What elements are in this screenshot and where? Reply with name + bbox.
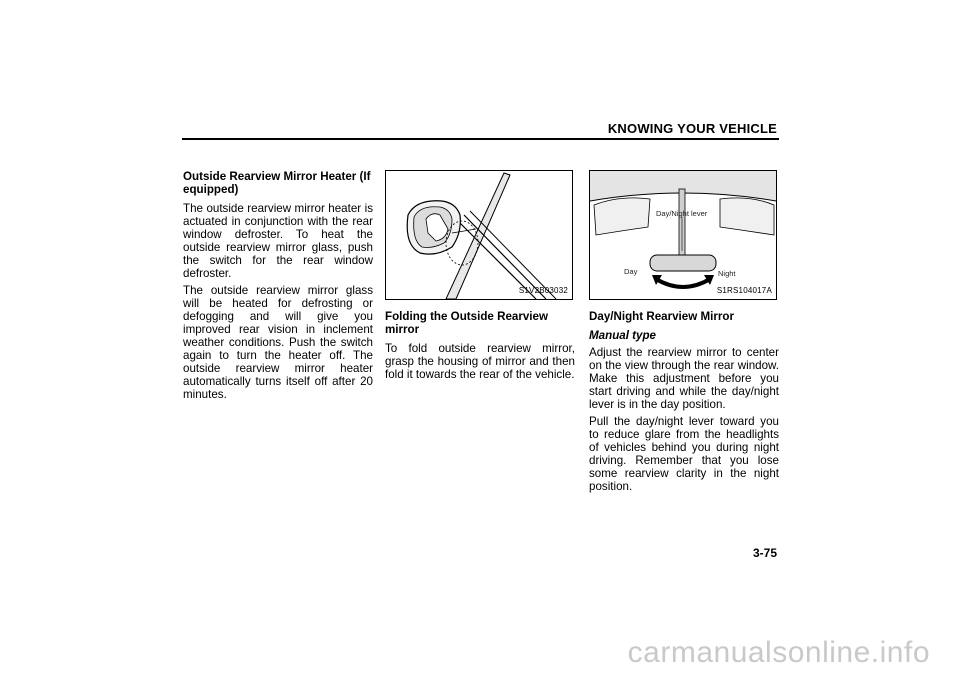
heading-folding-mirror: Folding the Outside Rearview mirror [385,310,548,336]
paragraph: Adjust the rearview mirror to center on the view through the rear window. Make this adjustment before you start driving and while the day/night lever is in the day position. [589,346,779,411]
watermark: carmanualsonline.info [627,636,930,669]
paragraph: Pull the day/night lever toward you to reduce glare from the headlights of vehicles behind you during night driving. Remember that you lose some rearview clarity in the night position. [589,415,779,493]
subheading-manual-type: Manual type [589,329,656,342]
rearview-mirror-illustration [590,171,776,299]
label-night: Night [718,269,736,278]
section-title: KNOWING YOUR VEHICLE [607,121,777,136]
header-divider [182,138,779,140]
figure-code: S1V2B03032 [518,286,568,295]
figure-folding-mirror [385,170,573,300]
column-day-night-mirror [589,170,779,497]
heading-day-night-mirror: Day/Night Rearview Mirror [589,310,734,323]
page-number: 3-75 [752,546,777,560]
label-day-night-lever: Day/Night lever [656,209,708,218]
label-day: Day [624,267,638,276]
figure-code: S1RS104017A [716,286,772,295]
column-folding-mirror [385,170,575,385]
paragraph: To fold outside rearview mirror, grasp the housing of mirror and then fold it towards the rear of the vehicle. [385,342,575,381]
heading-mirror-heater: Outside Rearview Mirror Heater (If equipped) [183,170,371,196]
outside-mirror-illustration [386,171,572,299]
figure-day-night-mirror [589,170,777,300]
column-mirror-heater [183,170,373,405]
paragraph: The outside rearview mirror glass will be heated for defrosting or defogging and will give you improved rear vision in inclement weather conditions. Push the switch again to turn the heater off. The outside rearview mirror heater automatically turns itself off after 20 minutes. [183,284,373,401]
paragraph: The outside rearview mirror heater is actuated in conjunction with the rear window defroster. To heat the outside rearview mirror glass, push the switch for the rear window defroster. [183,202,373,280]
